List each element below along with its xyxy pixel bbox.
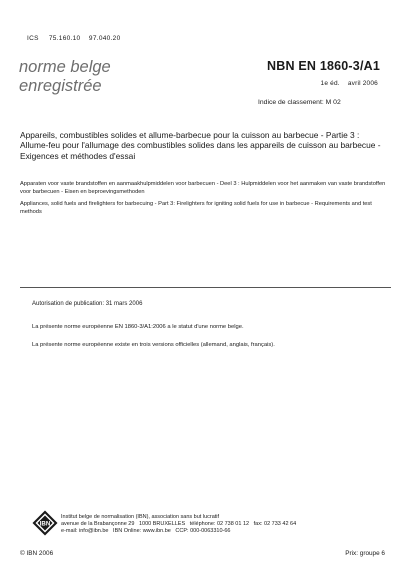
divider-line <box>20 287 391 288</box>
brand-title <box>19 58 111 96</box>
brand-line-1: norme belge <box>19 58 111 76</box>
title-french: Appareils, combustibles solides et allume-barbecue pour la cuisson au barbecue - Partie 3 : Allume-feu pour l'allumage des combustibles solides dans les appareils de cuisson au barbecue - Exigences et méthodes d'essai <box>20 130 381 161</box>
title-english: Appliances, solid fuels and firelighters for barbecuing - Part 3: Firelighters for igniting solid fuels for use in barbecue - Requirements and test methods <box>20 201 372 215</box>
ics-codes <box>27 35 121 42</box>
belgian-status-statement: La présente norme européenne EN 1860-3/A1:2006 a le statut d'une norme belge. <box>32 324 244 330</box>
institute-online: e-mail: info@ibn.be IBN Online: www.ibn.be CCP: 000-0063310-66 <box>61 527 231 534</box>
ics-label: ICS <box>27 35 39 42</box>
price-group: Prix: groupe 6 <box>345 550 385 557</box>
institute-address: avenue de la Brabançonne 29 1000 BRUXELLES téléphone: 02 738 01 12 fax: 02 733 42 64 <box>61 520 297 527</box>
institute-contact-block <box>61 514 296 535</box>
classification-index: Indice de classement: M 02 <box>258 99 341 106</box>
brand-line-2: enregistrée <box>19 77 102 95</box>
edition-number: 1e éd. <box>320 80 340 87</box>
title-dutch: Apparaten voor vaste brandstoffen en aanmaakhulpmiddelen voor barbecuen - Deel 3 : Hulpmiddelen voor het aanmaken van vaste brandstoffen voor barbecuen - Eisen en beproevingsmethoden <box>20 181 386 195</box>
publication-authorization: Autorisation de publication: 31 mars 2006 <box>32 301 143 307</box>
ibn-logo-icon <box>32 510 58 536</box>
edition-date: avril 2006 <box>347 80 378 87</box>
ics-code-values: 75.160.10 97.040.20 <box>48 35 121 42</box>
edition-info <box>321 80 378 87</box>
official-versions-statement: La présente norme européenne existe en trois versions officielles (allemand, anglais, français). <box>32 342 275 348</box>
copyright-notice: © IBN 2006 <box>20 550 54 557</box>
institute-name: Institut belge de normalisation (IBN), association sans but lucratif <box>61 514 220 520</box>
standard-number: NBN EN 1860-3/A1 <box>267 59 380 73</box>
ibn-logo-text: IBN <box>39 520 51 528</box>
